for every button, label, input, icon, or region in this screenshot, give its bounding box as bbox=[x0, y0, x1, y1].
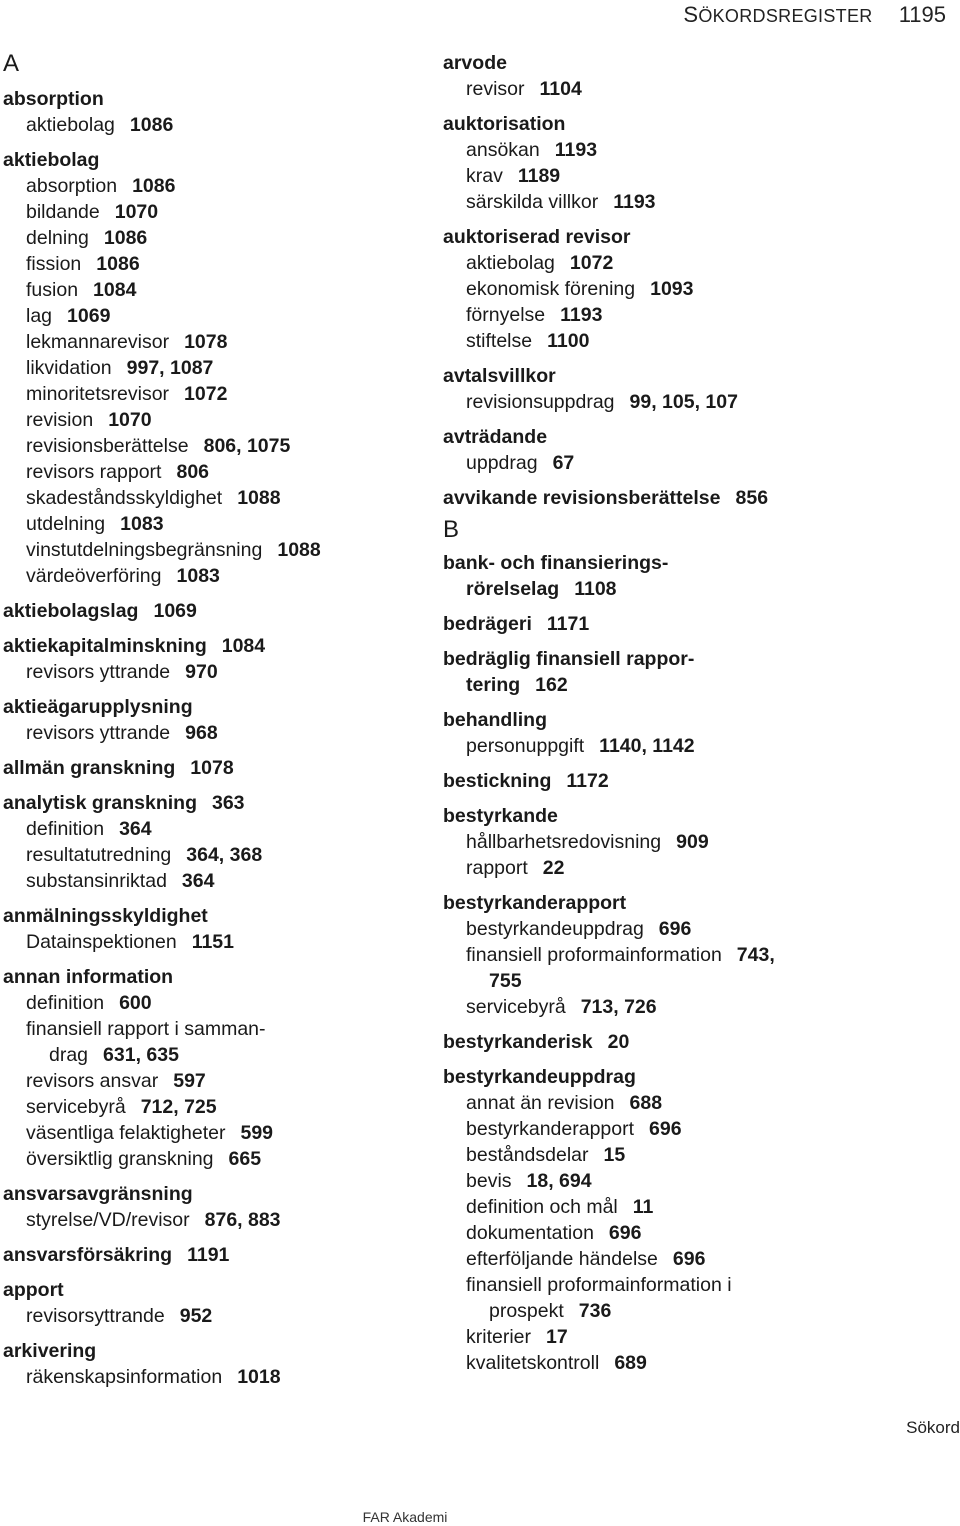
index-term: bestyrkanderapport bbox=[443, 892, 627, 914]
index-term: dokumentation bbox=[466, 1222, 594, 1244]
index-term: allmän granskning bbox=[3, 757, 176, 779]
page-reference: 1086 bbox=[96, 253, 140, 275]
index-term: stiftelse bbox=[466, 330, 533, 352]
index-term: rörelselag bbox=[466, 578, 560, 600]
index-subentry bbox=[466, 857, 565, 880]
index-subentry bbox=[466, 165, 560, 188]
index-term: avträdande bbox=[443, 426, 548, 448]
index-subentry bbox=[466, 1196, 653, 1219]
index-subentry bbox=[26, 409, 152, 432]
index-subentry bbox=[466, 674, 568, 697]
footer-publisher: FAR Akademi bbox=[362, 1509, 448, 1525]
page-reference: 364, 368 bbox=[186, 844, 263, 866]
index-term: vinstutdelningsbegränsning bbox=[26, 539, 263, 561]
page-reference: 876, 883 bbox=[204, 1209, 281, 1231]
index-term: finansiell proformainformation i bbox=[466, 1274, 732, 1296]
index-term: hållbarhetsredovisning bbox=[466, 831, 662, 853]
index-subentry bbox=[26, 201, 158, 224]
page-reference: 1084 bbox=[93, 279, 137, 301]
page-reference: 162 bbox=[535, 674, 568, 696]
page-reference: 1083 bbox=[176, 565, 220, 587]
index-term: revisors ansvar bbox=[26, 1070, 159, 1092]
page-reference: 1088 bbox=[237, 487, 281, 509]
index-term: bestyrkanderisk bbox=[443, 1031, 593, 1053]
index-subentry bbox=[26, 227, 147, 250]
index-term: revision bbox=[26, 409, 94, 431]
index-term: bedräglig finansiell rappor- bbox=[443, 648, 695, 670]
page-reference: 599 bbox=[240, 1122, 274, 1144]
page-reference: 99, 105, 107 bbox=[629, 391, 738, 413]
page-reference: 1140, 1142 bbox=[599, 735, 695, 757]
index-term: räkenskapsinformation bbox=[26, 1366, 223, 1388]
index-subentry bbox=[49, 1044, 179, 1067]
index-term: minoritetsrevisor bbox=[26, 383, 170, 405]
index-entry bbox=[443, 226, 631, 249]
index-term: efterföljande händelse bbox=[466, 1248, 658, 1270]
page-reference: 364 bbox=[119, 818, 152, 840]
page-reference: 363 bbox=[211, 792, 245, 814]
index-subentry bbox=[26, 1096, 217, 1119]
index-term: förnyelse bbox=[466, 304, 546, 326]
index-term: värdeöverföring bbox=[26, 565, 162, 587]
page-reference: 1070 bbox=[108, 409, 152, 431]
page-reference: 17 bbox=[546, 1326, 568, 1348]
page-reference: 970 bbox=[185, 661, 218, 683]
index-term: definition och mål bbox=[466, 1196, 618, 1218]
index-entry bbox=[443, 892, 626, 915]
page-reference: 1093 bbox=[650, 278, 694, 300]
index-term: revisionsberättelse bbox=[26, 435, 189, 457]
index-subentry bbox=[466, 78, 582, 101]
index-entry bbox=[3, 600, 197, 623]
index-term: servicebyrå bbox=[26, 1096, 126, 1118]
index-term: skadeståndsskyldighet bbox=[26, 487, 223, 509]
index-subentry bbox=[466, 735, 695, 758]
page-reference: 806, 1075 bbox=[203, 435, 291, 457]
index-entry bbox=[3, 757, 234, 780]
index-term: bevis bbox=[466, 1170, 512, 1192]
index-entry bbox=[3, 696, 193, 719]
index-term: bestyrkande bbox=[443, 805, 558, 827]
index-term: aktiebolag bbox=[466, 252, 555, 274]
index-entry bbox=[443, 52, 507, 75]
index-subentry bbox=[466, 1248, 705, 1271]
index-term: ansökan bbox=[466, 139, 540, 161]
page-reference: 1086 bbox=[132, 175, 176, 197]
page-reference: 1191 bbox=[187, 1244, 230, 1266]
side-tab-label: Sökord bbox=[906, 1418, 960, 1437]
index-subentry bbox=[26, 435, 290, 458]
page-reference: 736 bbox=[578, 1300, 612, 1322]
index-term: uppdrag bbox=[466, 452, 538, 474]
index-subentry bbox=[466, 944, 775, 967]
index-term: lekmannarevisor bbox=[26, 331, 170, 353]
page-reference: 67 bbox=[552, 452, 575, 474]
index-term: lag bbox=[26, 305, 53, 327]
index-term: översiktlig granskning bbox=[26, 1148, 214, 1170]
index-term: absorption bbox=[3, 88, 104, 110]
index-subentry bbox=[26, 305, 110, 328]
index-entry bbox=[443, 552, 668, 575]
index-term: absorption bbox=[26, 175, 118, 197]
page-reference: 1070 bbox=[114, 201, 159, 223]
page-reference: 1069 bbox=[153, 600, 197, 622]
index-term: bank- och finansierings- bbox=[443, 552, 669, 574]
index-entry bbox=[3, 88, 104, 111]
index-subentry bbox=[466, 252, 613, 275]
index-term: ansvarsförsäkring bbox=[3, 1244, 173, 1266]
index-subentry bbox=[26, 253, 140, 276]
page-reference: 689 bbox=[614, 1352, 647, 1374]
index-subentry bbox=[466, 1092, 662, 1115]
index-term: aktiekapitalminskning bbox=[3, 635, 207, 657]
index-term: styrelse/VD/revisor bbox=[26, 1209, 190, 1231]
page-reference: 22 bbox=[542, 857, 565, 879]
index-term: kriterier bbox=[466, 1326, 532, 1348]
page-reference: 713, 726 bbox=[580, 996, 657, 1018]
page-reference: 1018 bbox=[237, 1366, 281, 1388]
index-term: revisors yttrande bbox=[26, 661, 171, 683]
page-reference: 997, 1087 bbox=[126, 357, 214, 379]
index-term: krav bbox=[466, 165, 503, 187]
index-entry bbox=[3, 1340, 96, 1363]
index-subentry bbox=[466, 1352, 647, 1375]
index-subentry bbox=[26, 487, 281, 510]
index-subentry bbox=[26, 870, 214, 893]
page-reference: 1078 bbox=[190, 757, 234, 779]
page-reference: 1072 bbox=[569, 252, 614, 274]
index-term: annan information bbox=[3, 966, 174, 988]
page-reference: 597 bbox=[173, 1070, 206, 1092]
page-reference: 696 bbox=[658, 918, 692, 940]
index-subentry bbox=[466, 391, 738, 414]
index-entry bbox=[3, 966, 173, 989]
index-term: utdelning bbox=[26, 513, 106, 535]
index-subentry bbox=[26, 1070, 206, 1093]
index-subentry bbox=[26, 383, 227, 406]
index-term: prospekt bbox=[489, 1300, 564, 1322]
index-term: bestyrkandeuppdrag bbox=[466, 918, 644, 940]
index-term: Datainspektionen bbox=[26, 931, 177, 953]
index-term: revisorsyttrande bbox=[26, 1305, 165, 1327]
index-entry bbox=[443, 487, 768, 510]
index-entry bbox=[443, 805, 558, 828]
index-subentry bbox=[26, 175, 175, 198]
index-entry bbox=[443, 113, 565, 136]
index-term: revisors rapport bbox=[26, 461, 162, 483]
index-entry bbox=[3, 905, 208, 928]
page-reference: 1193 bbox=[560, 304, 603, 326]
index-entry bbox=[443, 648, 694, 671]
page-reference: 712, 725 bbox=[140, 1096, 217, 1118]
index-term: ansvarsavgränsning bbox=[3, 1183, 193, 1205]
index-subentry bbox=[26, 661, 218, 684]
page-reference: 1189 bbox=[517, 165, 561, 187]
index-term: aktiebolagslag bbox=[3, 600, 139, 622]
index-subentry bbox=[26, 513, 164, 536]
index-entry bbox=[443, 709, 547, 732]
index-subentry bbox=[466, 191, 656, 214]
index-subentry bbox=[466, 831, 709, 854]
index-subentry bbox=[26, 539, 321, 562]
index-term: resultatutredning bbox=[26, 844, 172, 866]
page-reference: 1086 bbox=[129, 114, 174, 136]
index-subentry bbox=[26, 931, 234, 954]
index-subentry bbox=[466, 304, 602, 327]
index-subentry bbox=[26, 992, 152, 1015]
index-subentry bbox=[466, 330, 589, 353]
index-term: bedrägeri bbox=[443, 613, 532, 635]
index-term: drag bbox=[49, 1044, 89, 1066]
page-reference: 1104 bbox=[539, 78, 582, 100]
page-reference: 688 bbox=[629, 1092, 663, 1114]
index-subentry bbox=[26, 844, 262, 867]
index-subentry bbox=[466, 278, 693, 301]
index-entry bbox=[443, 1031, 629, 1054]
index-subentry bbox=[26, 357, 213, 380]
index-term: arkivering bbox=[3, 1340, 97, 1362]
index-term: särskilda villkor bbox=[466, 191, 599, 213]
index-subentry bbox=[26, 565, 220, 588]
index-term: finansiell rapport i samman- bbox=[26, 1018, 266, 1040]
index-subentry bbox=[466, 996, 657, 1019]
page-reference: 1078 bbox=[184, 331, 228, 353]
index-subentry bbox=[26, 331, 227, 354]
index-subentry bbox=[466, 139, 597, 162]
index-term: bestyrkandeuppdrag bbox=[443, 1066, 636, 1088]
page-reference: 806 bbox=[176, 461, 210, 483]
index-subentry bbox=[26, 279, 136, 302]
page-reference: 696 bbox=[608, 1222, 642, 1244]
page-reference: 1193 bbox=[554, 139, 598, 161]
index-term: auktorisation bbox=[443, 113, 566, 135]
index-entry bbox=[443, 613, 589, 636]
index-entry bbox=[3, 149, 99, 172]
section-letter: B bbox=[443, 516, 460, 543]
index-subentry bbox=[26, 1305, 212, 1328]
page-reference: 1088 bbox=[277, 539, 321, 561]
index-subentry bbox=[26, 1366, 281, 1389]
running-title: SÖKORDSREGISTER bbox=[683, 2, 873, 27]
index-term: substansinriktad bbox=[26, 870, 167, 892]
index-entry bbox=[3, 792, 245, 815]
index-term: definition bbox=[26, 818, 105, 840]
index-entry bbox=[3, 1244, 229, 1267]
index-term: aktiebolag bbox=[3, 149, 100, 171]
page-reference: 1151 bbox=[191, 931, 234, 953]
index-entry bbox=[443, 770, 609, 793]
page-reference: 600 bbox=[119, 992, 152, 1014]
index-term: analytisk granskning bbox=[3, 792, 197, 814]
page-reference: 1193 bbox=[613, 191, 656, 213]
index-subentry bbox=[26, 1018, 266, 1041]
index-term: likvidation bbox=[26, 357, 112, 379]
page-reference: 1086 bbox=[103, 227, 148, 249]
index-term: annat än revision bbox=[466, 1092, 615, 1114]
index-term: bestyrkanderapport bbox=[466, 1118, 635, 1140]
page-reference: 743, bbox=[736, 944, 775, 966]
index-term: revisors yttrande bbox=[26, 722, 171, 744]
index-entry bbox=[443, 1066, 636, 1089]
page-header bbox=[683, 2, 946, 28]
index-term: tering bbox=[466, 674, 521, 696]
index-term: behandling bbox=[443, 709, 547, 731]
index-subentry bbox=[466, 1326, 568, 1349]
index-subentry bbox=[26, 818, 152, 841]
index-subentry bbox=[26, 1209, 281, 1232]
index-entry bbox=[3, 1183, 193, 1206]
section-letter: A bbox=[3, 50, 20, 77]
index-term: fission bbox=[26, 253, 82, 275]
index-entry bbox=[3, 635, 265, 658]
page-reference: 696 bbox=[649, 1118, 682, 1140]
page-reference: 856 bbox=[735, 487, 769, 509]
index-subentry bbox=[466, 1222, 641, 1245]
page-reference: 15 bbox=[603, 1144, 626, 1166]
index-entry bbox=[3, 1279, 64, 1302]
index-term: aktiebolag bbox=[26, 114, 115, 136]
index-term: fusion bbox=[26, 279, 79, 301]
index-subentry bbox=[26, 722, 218, 745]
index-term: ekonomisk förening bbox=[466, 278, 636, 300]
index-term: anmälningsskyldighet bbox=[3, 905, 208, 927]
page-reference: 18, 694 bbox=[526, 1170, 592, 1192]
page-number: 1195 bbox=[898, 2, 946, 27]
index-term: bildande bbox=[26, 201, 100, 223]
index-term: avtalsvillkor bbox=[443, 365, 556, 387]
page-reference: 631, 635 bbox=[103, 1044, 179, 1066]
index-subentry bbox=[26, 114, 173, 137]
index-subentry bbox=[466, 918, 691, 941]
index-subentry bbox=[466, 452, 574, 475]
page-reference: 20 bbox=[607, 1031, 630, 1053]
index-term: revisionsuppdrag bbox=[466, 391, 615, 413]
page-reference: 1100 bbox=[547, 330, 590, 352]
index-term: väsentliga felaktigheter bbox=[26, 1122, 226, 1144]
index-term: beståndsdelar bbox=[466, 1144, 589, 1166]
index-subentry bbox=[466, 1274, 732, 1297]
index-term: personuppgift bbox=[466, 735, 585, 757]
page-reference: 1171 bbox=[546, 613, 590, 635]
index-term: definition bbox=[26, 992, 105, 1014]
index-term: auktoriserad revisor bbox=[443, 226, 631, 248]
index-entry bbox=[443, 365, 556, 388]
index-subentry bbox=[26, 461, 209, 484]
index-subentry bbox=[466, 1144, 625, 1167]
page-reference: 1084 bbox=[221, 635, 266, 657]
page-reference: 755 bbox=[489, 970, 522, 992]
page-reference: 968 bbox=[185, 722, 218, 744]
index-term: delning bbox=[26, 227, 89, 249]
page-reference: 696 bbox=[672, 1248, 706, 1270]
page-reference: 1172 bbox=[566, 770, 609, 792]
index-term: revisor bbox=[466, 78, 525, 100]
index-term: rapport bbox=[466, 857, 528, 879]
index-subentry bbox=[489, 1300, 611, 1323]
index-subentry bbox=[26, 1148, 261, 1171]
page-reference: 11 bbox=[632, 1196, 654, 1218]
index-subentry bbox=[466, 1118, 682, 1141]
page-reference: 1069 bbox=[67, 305, 111, 327]
index-term: kvalitetskontroll bbox=[466, 1352, 600, 1374]
index-term: servicebyrå bbox=[466, 996, 566, 1018]
page-reference: 1072 bbox=[184, 383, 228, 405]
index-subentry bbox=[466, 1170, 592, 1193]
index-subentry bbox=[489, 970, 522, 993]
page-reference: 1108 bbox=[574, 578, 617, 600]
page-reference: 665 bbox=[228, 1148, 262, 1170]
index-entry bbox=[443, 426, 547, 449]
page-reference: 952 bbox=[179, 1305, 213, 1327]
index-term: apport bbox=[3, 1279, 64, 1301]
index-term: arvode bbox=[443, 52, 507, 74]
page-reference: 364 bbox=[181, 870, 215, 892]
index-subentry bbox=[466, 578, 617, 601]
index-term: bestickning bbox=[443, 770, 552, 792]
page-reference: 1083 bbox=[120, 513, 164, 535]
index-term: aktieägarupplysning bbox=[3, 696, 193, 718]
page-reference: 909 bbox=[676, 831, 709, 853]
index-subentry bbox=[26, 1122, 273, 1145]
index-term: avvikande revisionsberättelse bbox=[443, 487, 721, 509]
index-term: finansiell proformainformation bbox=[466, 944, 722, 966]
